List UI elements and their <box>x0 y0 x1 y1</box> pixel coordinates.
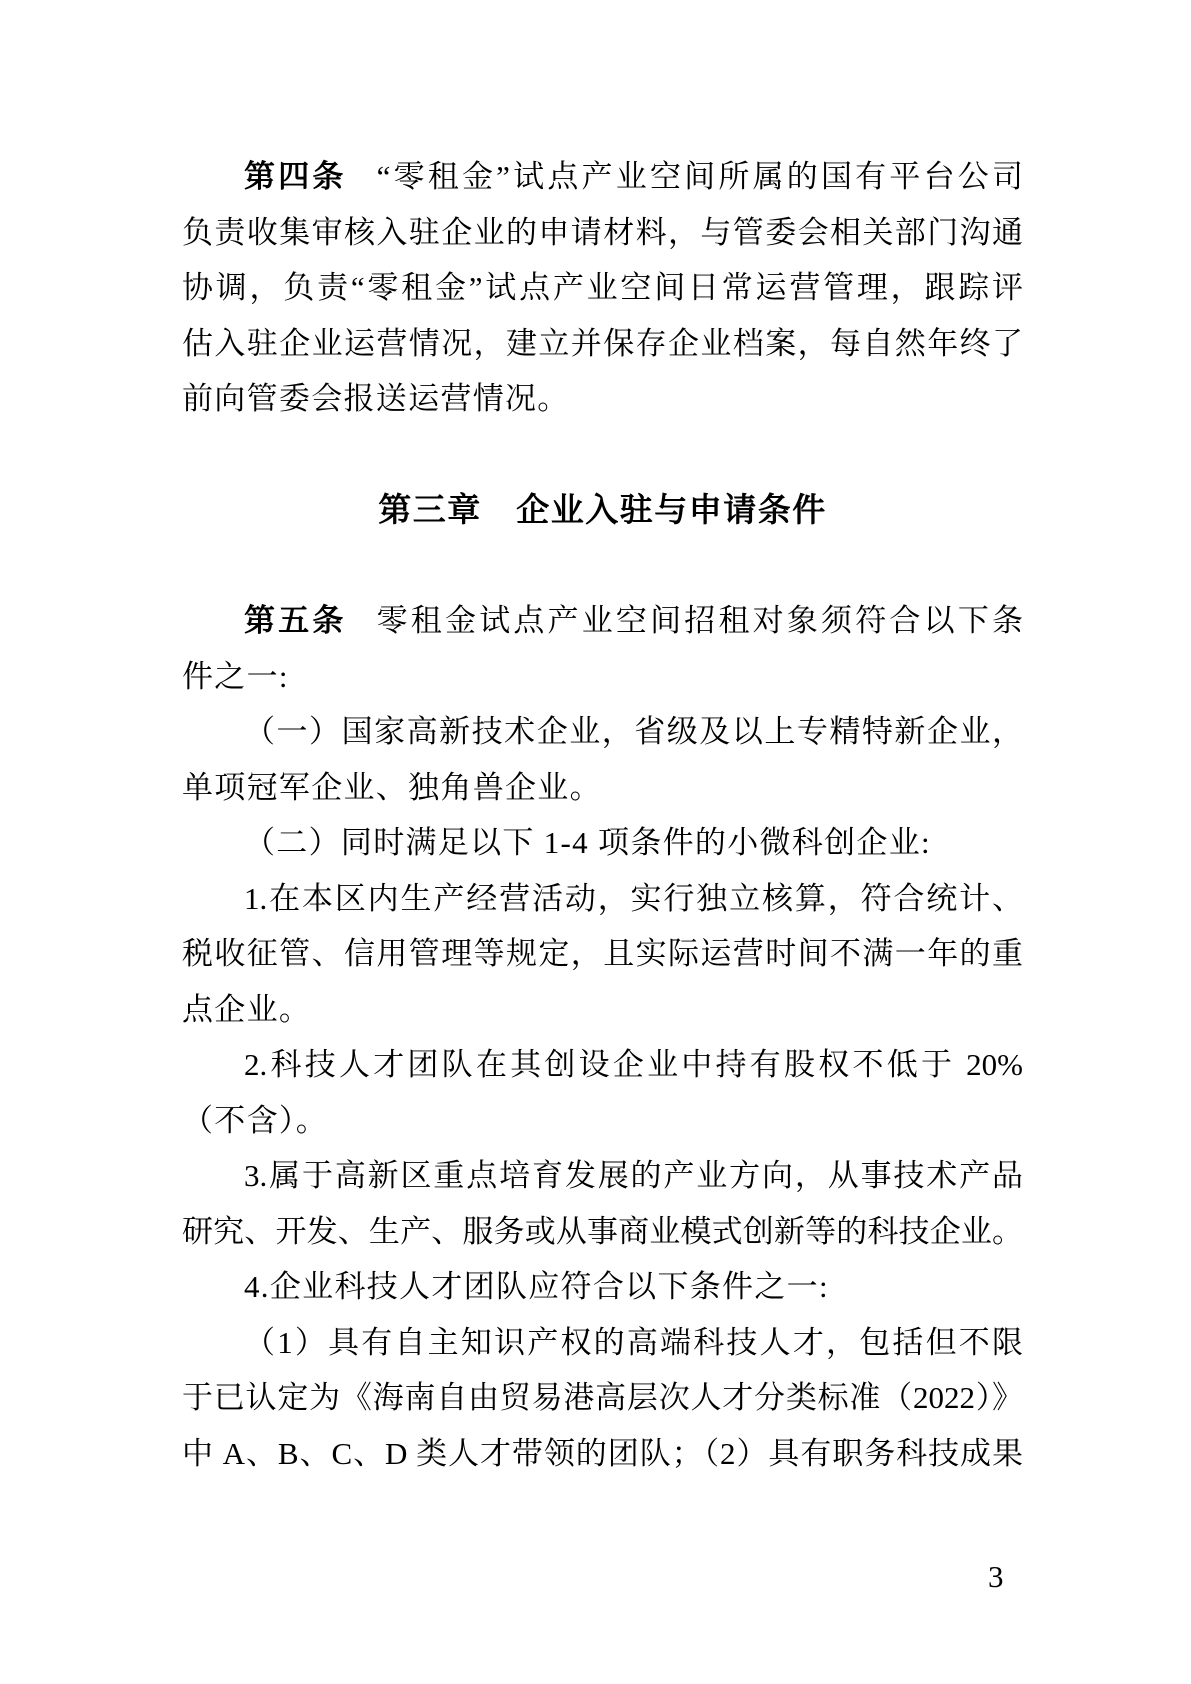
article5-sub4-line-2: （1）具有自主知识产权的高端科技人才，包括但不限 <box>244 1324 1023 1360</box>
article5-sub3-line-2: 研究、开发、生产、服务或从事商业模式创新等的科技企业。 <box>182 1213 1023 1249</box>
article5-line-1 <box>182 593 1023 649</box>
article5-sub1-line-3: 点企业。 <box>182 991 312 1027</box>
article5-item1-line-2: 单项冠军企业、独角兽企业。 <box>182 769 602 805</box>
article4-line-3: 协调，负责“零租金”试点产业空间日常运营管理，跟踪评 <box>182 270 1023 305</box>
document-body <box>182 149 1023 1481</box>
article5-sub2-line-1: 2.科技人才团队在其创设企业中持有股权不低于 20% <box>244 1047 1023 1082</box>
article4-line-2: 负责收集审核入驻企业的申请材料，与管委会相关部门沟通 <box>182 214 1023 250</box>
article5-line-1-text: 零租金试点产业空间招租对象须符合以下条 <box>376 603 1023 638</box>
article4-line-1 <box>182 149 1023 205</box>
chapter3-heading: 第三章 企业入驻与申请条件 <box>378 491 827 528</box>
article5-item1-line-1: （一）国家高新技术企业，省级及以上专精特新企业， <box>244 714 1023 749</box>
article5-label: 第五条 <box>244 603 347 638</box>
page-number: 3 <box>988 1559 1004 1594</box>
article5-sub1-line-2: 税收征管、信用管理等规定，且实际运营时间不满一年的重 <box>182 936 1023 971</box>
article5-line-2: 件之一: <box>182 658 289 694</box>
article5-sub4-line-3: 于已认定为《海南自由贸易港高层次人才分类标准（2022）》 <box>182 1380 1023 1415</box>
article5-item2-line-1: （二）同时满足以下 1-4 项条件的小微科创企业: <box>244 825 931 860</box>
article5-sub3-line-1: 3.属于高新区重点培育发展的产业方向，从事技术产品 <box>244 1158 1023 1193</box>
article5-sub1-line-1: 1.在本区内生产经营活动，实行独立核算，符合统计、 <box>244 880 1023 916</box>
article4-line-4: 估入驻企业运营情况，建立并保存企业档案，每自然年终了 <box>182 325 1023 361</box>
article4-line-1-text: “零租金”试点产业空间所属的国有平台公司 <box>376 159 1023 194</box>
article5-sub4-line-1: 4.企业科技人才团队应符合以下条件之一: <box>244 1269 829 1304</box>
article4-line-5: 前向管委会报送运营情况。 <box>182 381 570 416</box>
article4-label: 第四条 <box>244 159 347 194</box>
article5-sub4-line-4: 中 A、B、C、D 类人才带领的团队；（2）具有职务科技成果 <box>182 1435 1023 1471</box>
article5-sub2-line-2: （不含）。 <box>182 1102 328 1138</box>
